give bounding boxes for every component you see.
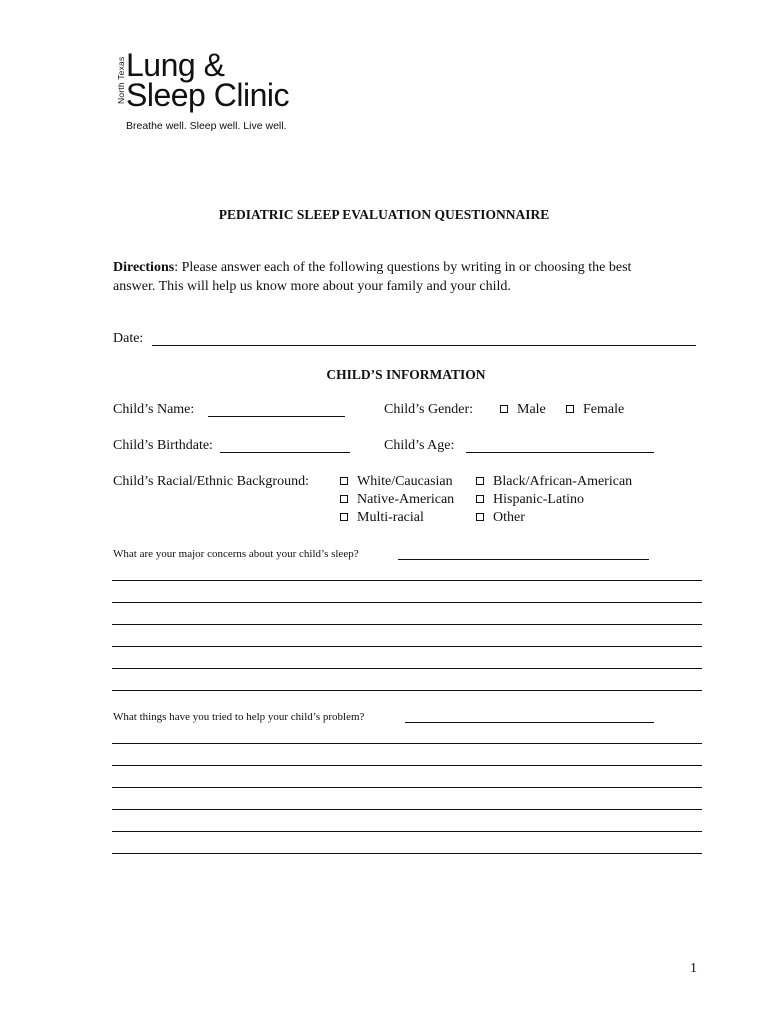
child-age-field[interactable]: [466, 452, 654, 453]
question-tried-solutions: What things have you tried to help your child’s problem?: [113, 711, 365, 723]
answer-line[interactable]: [112, 765, 702, 766]
clinic-logo: [110, 44, 300, 139]
question-sleep-concerns-field[interactable]: [398, 559, 649, 560]
child-birthdate-field[interactable]: [220, 452, 350, 453]
form-title: PEDIATRIC SLEEP EVALUATION QUESTIONNAIRE: [218, 207, 550, 222]
date-label: Date:: [113, 331, 144, 346]
child-race-label: Child’s Racial/Ethnic Background:: [113, 474, 309, 489]
child-gender-label: Child’s Gender:: [384, 402, 474, 417]
race-label-black: Black/African-American: [493, 474, 633, 489]
answer-line[interactable]: [112, 831, 702, 832]
question-tried-solutions-field[interactable]: [405, 722, 654, 723]
race-label-native: Native-American: [357, 492, 455, 507]
answer-line[interactable]: [112, 602, 702, 603]
race-label-multiracial: Multi-racial: [357, 510, 424, 525]
logo-line2: Sleep Clinic: [126, 77, 289, 113]
gender-male-label: Male: [517, 402, 546, 417]
race-label-white: White/Caucasian: [357, 474, 453, 489]
race-option-white[interactable]: [340, 474, 453, 490]
answer-line[interactable]: [112, 646, 702, 647]
checkbox[interactable]: [476, 495, 484, 503]
answer-line[interactable]: [112, 743, 702, 744]
child-birthdate-label: Child’s Birthdate:: [113, 438, 213, 453]
child-name-label: Child’s Name:: [113, 402, 195, 417]
child-name-field[interactable]: [208, 416, 345, 417]
race-option-other[interactable]: [476, 510, 525, 526]
directions-line1: [113, 260, 631, 276]
logo-region-text: North Texas: [116, 56, 126, 104]
answer-line[interactable]: [112, 690, 702, 691]
directions-line2: answer. This will help us know more about your family and your child.: [113, 279, 511, 294]
gender-female-label: Female: [583, 402, 625, 417]
question-sleep-concerns: What are your major concerns about your child’s sleep?: [113, 548, 359, 560]
race-option-black[interactable]: [476, 474, 632, 490]
answer-line[interactable]: [112, 787, 702, 788]
gender-option-female[interactable]: [566, 402, 624, 418]
answer-line[interactable]: [112, 580, 702, 581]
logo-line1: Lung &: [126, 47, 225, 83]
race-option-hispanic[interactable]: [476, 492, 584, 508]
race-option-native[interactable]: [340, 492, 454, 508]
answer-line[interactable]: [112, 809, 702, 810]
date-field[interactable]: [152, 345, 696, 346]
race-label-other: Other: [493, 510, 525, 525]
logo-tagline: Breathe well. Sleep well. Live well.: [126, 120, 287, 132]
answer-line[interactable]: [112, 624, 702, 625]
page-number: 1: [690, 961, 697, 976]
checkbox[interactable]: [340, 495, 348, 503]
checkbox[interactable]: [500, 405, 508, 413]
directions-text1: : Please answer each of the following questions by writing in or choosing the best: [174, 260, 632, 275]
answer-line[interactable]: [112, 853, 702, 854]
answer-line[interactable]: [112, 668, 702, 669]
child-age-label: Child’s Age:: [384, 438, 455, 453]
directions-label: Directions: [113, 260, 175, 275]
section-title: CHILD’S INFORMATION: [326, 367, 486, 382]
gender-option-male[interactable]: [500, 402, 546, 418]
checkbox[interactable]: [340, 477, 348, 485]
race-option-multiracial[interactable]: [340, 510, 424, 526]
checkbox[interactable]: [476, 513, 484, 521]
checkbox[interactable]: [566, 405, 574, 413]
race-label-hispanic: Hispanic-Latino: [493, 492, 584, 507]
checkbox[interactable]: [340, 513, 348, 521]
checkbox[interactable]: [476, 477, 484, 485]
